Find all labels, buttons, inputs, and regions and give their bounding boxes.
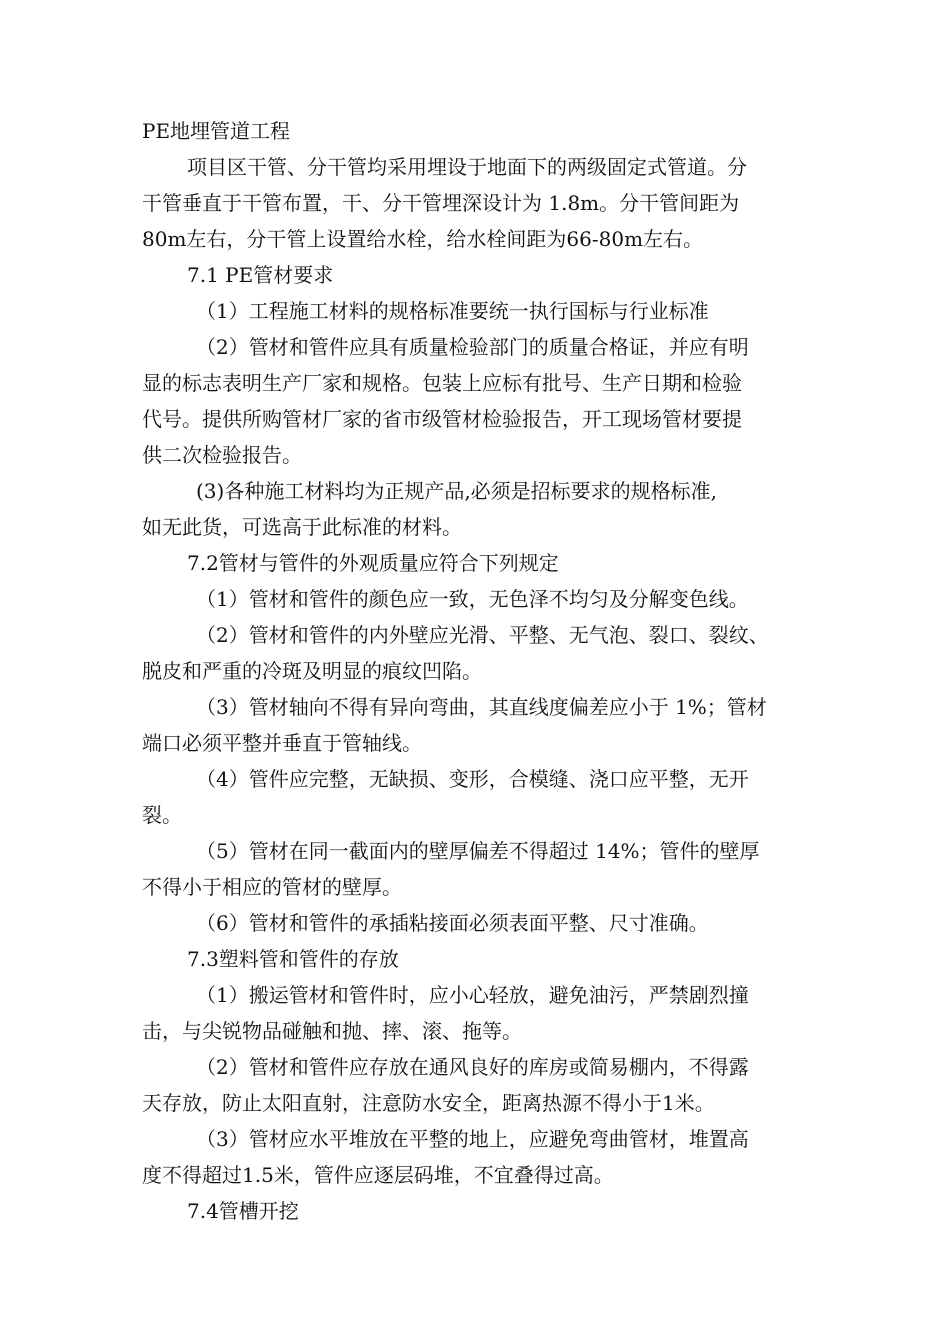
document-body xyxy=(142,114,810,1230)
text-line: (3)各种施工材料均为正规产品,必须是招标要求的规格标准, xyxy=(196,479,718,503)
text-line: （2）管材和管件的内外壁应光滑、平整、无气泡、裂口、裂纹、 xyxy=(196,623,769,647)
text-line: 7.2管材与管件的外观质量应符合下列规定 xyxy=(187,551,559,575)
text-line: 7.4管槽开挖 xyxy=(187,1199,299,1223)
text-line: （2）管材和管件应存放在通风良好的库房或简易棚内，不得露 xyxy=(196,1055,749,1079)
text-line: 干管垂直于干管布置，干、分干管埋深设计为 1.8m。分干管间距为 xyxy=(142,191,740,215)
text-line: 脱皮和严重的冷斑及明显的痕纹凹陷。 xyxy=(142,659,482,683)
text-line: 7.3塑料管和管件的存放 xyxy=(187,947,399,971)
text-line: 不得小于相应的管材的壁厚。 xyxy=(142,875,402,899)
text-line: 供二次检验报告。 xyxy=(142,443,302,467)
text-line: （6）管材和管件的承插粘接面必须表面平整、尺寸准确。 xyxy=(196,911,709,935)
text-line: （1）搬运管材和管件时，应小心轻放，避免油污，严禁剧烈撞 xyxy=(196,983,749,1007)
text-line: 项目区干管、分干管均采用埋设于地面下的两级固定式管道。分 xyxy=(187,155,747,179)
text-line: （1）管材和管件的颜色应一致，无色泽不均匀及分解变色线。 xyxy=(196,587,749,611)
text-line: （1）工程施工材料的规格标准要统一执行国标与行业标准 xyxy=(196,299,709,323)
text-line: 端口必须平整并垂直于管轴线。 xyxy=(142,731,422,755)
text-line: （3）管材轴向不得有异向弯曲，其直线度偏差应小于 1%；管材 xyxy=(196,695,767,719)
text-line: 裂。 xyxy=(142,803,182,827)
document-title-line: PE地埋管道工程 xyxy=(142,119,291,143)
text-line: （4）管件应完整，无缺损、变形，合模缝、浇口应平整，无开 xyxy=(196,767,749,791)
text-line: （3）管材应水平堆放在平整的地上，应避免弯曲管材，堆置高 xyxy=(196,1127,749,1151)
text-line: 击，与尖锐物品碰触和抛、摔、滚、拖等。 xyxy=(142,1019,522,1043)
text-line: （5）管材在同一截面内的壁厚偏差不得超过 14%；管件的壁厚 xyxy=(196,839,760,863)
text-line: 7.1 PE管材要求 xyxy=(187,263,334,287)
text-line: 代号。提供所购管材厂家的省市级管材检验报告，开工现场管材要提 xyxy=(142,407,742,431)
text-line: 度不得超过1.5米，管件应逐层码堆，不宜叠得过高。 xyxy=(142,1163,614,1187)
text-line: （2）管材和管件应具有质量检验部门的质量合格证，并应有明 xyxy=(196,335,749,359)
text-line: 如无此货，可选高于此标准的材料。 xyxy=(142,515,462,539)
text-line: 显的标志表明生产厂家和规格。包装上应标有批号、生产日期和检验 xyxy=(142,371,742,395)
text-line: 天存放，防止太阳直射，注意防水安全，距离热源不得小于1米。 xyxy=(142,1091,715,1115)
text-line: 80m左右，分干管上设置给水栓，给水栓间距为66-80m左右。 xyxy=(142,227,704,251)
